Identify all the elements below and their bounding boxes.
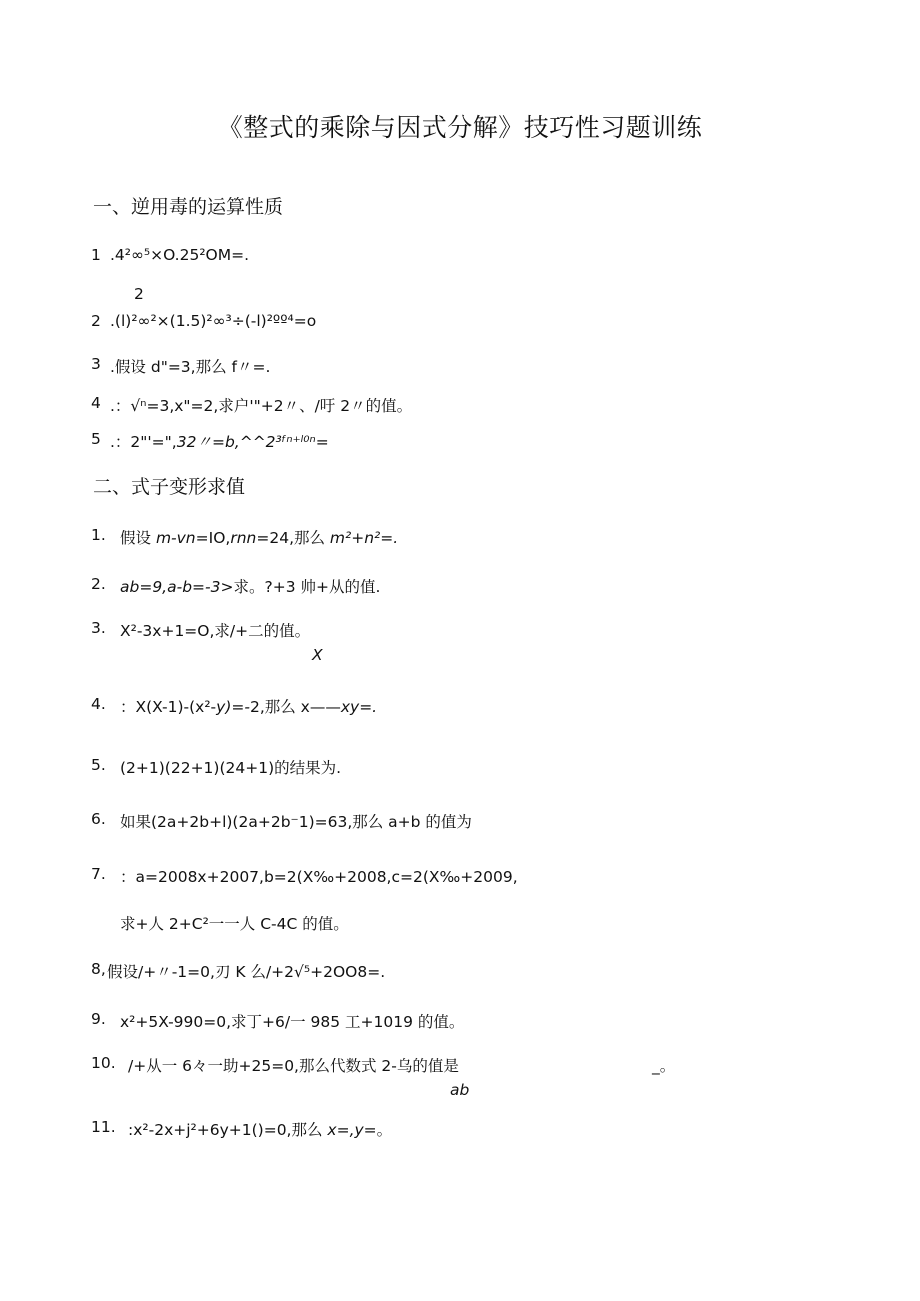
- text-part-italic: xy=.: [340, 698, 378, 716]
- item-text: [120, 526, 398, 548]
- item-text: 如果(2a+2b+l)(2a+2b⁻1)=63,那么 a+b 的值为: [120, 813, 472, 831]
- text-part-italic: ab=9,a-b=-3: [120, 578, 221, 596]
- answer-blank: _。: [652, 1057, 676, 1075]
- item-text: [120, 575, 380, 597]
- text-part: >求。?+3 帅+从的值.: [220, 578, 381, 596]
- item-number: 9.: [91, 1010, 106, 1028]
- section-heading-2: 二、式子变形求值: [93, 476, 246, 498]
- item-number: 3: [91, 355, 101, 373]
- item-text: ：a=2008x+2007,b=2(X‰+2008,c=2(X‰+2009,: [120, 868, 518, 886]
- text-part-italic: m-vn=: [155, 529, 209, 547]
- text-part: 。: [376, 1121, 393, 1139]
- page-title: 《整式的乘除与因式分解》技巧性习题训练: [217, 113, 703, 142]
- item-number: 11.: [91, 1118, 116, 1136]
- text-part: 假设: [120, 529, 156, 547]
- item-number: 4: [91, 394, 101, 412]
- item-text: /+从一 6々一助+25=0,那么代数式 2-乌的值是: [128, 1057, 459, 1075]
- item-number: 7.: [91, 865, 106, 883]
- item-text: (2+1)(22+1)(24+1)的结果为.: [120, 759, 342, 777]
- item-text: [120, 695, 377, 717]
- item-number: 2.: [91, 575, 106, 593]
- item-number: 5: [91, 430, 101, 448]
- text-part: ：X(X-1)-(x²-: [120, 698, 217, 716]
- item-text-plain: .：2"'=",: [110, 433, 177, 451]
- item-number: 1.: [91, 526, 106, 544]
- fraction-denominator: ab: [450, 1081, 470, 1099]
- item-number: 3.: [91, 619, 106, 637]
- item-number: 2: [91, 312, 101, 330]
- item-text: .假设 d"=3,那么 f〃=.: [110, 358, 271, 376]
- item-text: 假设/+〃-1=0,刃 K 么/+2√⁵+2OO8=.: [107, 963, 386, 981]
- item-text: .(l)²∞²×(1.5)²∞³÷(-l)²ºº⁴=o: [110, 312, 317, 330]
- item-number: 4.: [91, 695, 106, 713]
- fraction-numerator: 2: [134, 285, 144, 303]
- item-number: 8,: [91, 960, 106, 978]
- text-part: 24,那么: [269, 529, 330, 547]
- item-text-italic: 32〃=b,^^2³ᶠⁿ⁺ˡ⁰ⁿ=: [176, 433, 329, 451]
- item-number: 6.: [91, 810, 106, 828]
- item-text: [128, 1118, 392, 1140]
- text-part: 2,那么 x——: [249, 698, 341, 716]
- fraction-denominator: X: [312, 646, 323, 664]
- item-text: .4²∞⁵×O.25²OM=.: [110, 246, 250, 264]
- text-part-italic: m²+n²=.: [329, 529, 399, 547]
- section-heading-1: 一、逆用毒的运算性质: [93, 196, 284, 218]
- item-number: 10.: [91, 1054, 116, 1072]
- item-text-continued: 求+人 2+C²一一人 C-4C 的值。: [120, 915, 349, 933]
- item-text: x²+5X-990=0,求丁+6/一 985 工+1019 的值。: [120, 1013, 465, 1031]
- item-text: .：√ⁿ=3,x"=2,求户'"+2〃、/吁 2〃的值。: [110, 397, 413, 415]
- text-part-italic: x=,y=: [327, 1121, 377, 1139]
- text-part: IO,: [208, 529, 231, 547]
- text-part-italic: rnn=: [230, 529, 270, 547]
- text-part-italic: y)=-: [216, 698, 250, 716]
- item-number: 1: [91, 246, 101, 264]
- item-number: 5.: [91, 756, 106, 774]
- text-part: :x²-2x+j²+6y+1()=0,那么: [128, 1121, 328, 1139]
- item-text: [110, 430, 329, 452]
- item-text: X²-3x+1=O,求/+二的值。: [120, 622, 311, 640]
